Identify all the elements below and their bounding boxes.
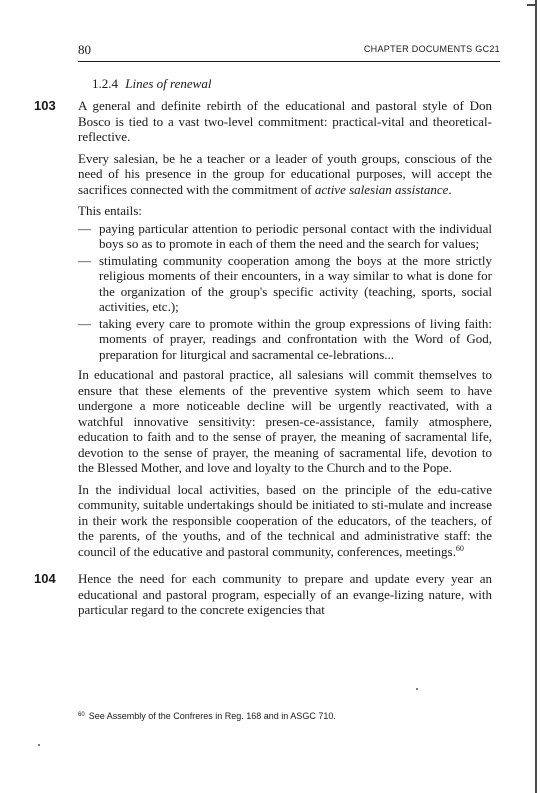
body-paragraph xyxy=(78,482,492,560)
list-item-text: paying particular attention to periodic personal contact with the individual boys so as to promote in each of them the need and the search for values; xyxy=(99,220,492,251)
scan-speck xyxy=(416,688,418,690)
list-item xyxy=(78,253,492,315)
body-paragraph: Hence the need for each community to prepare and update every year an educational and pastoral program, especially of an evange-lizing nature, with particular regard to the concrete exigencies that xyxy=(78,571,492,617)
running-head: CHAPTER DOCUMENTS GC21 xyxy=(363,44,500,54)
text-run: Every salesian, be he a teacher or a leader of youth groups, conscious of the need of his presence in the group for educational purposes, will accept the sacrifices connected with the commitment of xyxy=(78,150,492,197)
italic-term: active salesian assistance xyxy=(314,181,449,197)
footnote-marker: 60 xyxy=(78,712,85,718)
page-number: 80 xyxy=(78,42,91,57)
list-lead-in: This entails: xyxy=(78,203,142,218)
section-heading xyxy=(92,76,211,92)
paragraph-number: 104 xyxy=(34,571,56,586)
body-paragraph xyxy=(78,151,492,198)
dash-bullet: — xyxy=(78,252,91,268)
list-item xyxy=(78,221,492,252)
page-body xyxy=(34,98,492,624)
paragraph-block-104 xyxy=(34,571,492,618)
paragraph-block-103 xyxy=(34,98,492,559)
scan-speck xyxy=(38,744,40,746)
body-paragraph: In educational and pastoral practice, all salesians will commit themselves to ensure that these elements of the preventive system which seem to have undergone a more noticeable decline will be urgently reactivated, with a watchful innovative sensitivity: presen-ce-assistance, family atmosphere, education to faith and to the sense of prayer, the meaning of sacramental life, devotion to the sense of prayer, the meaning of sacramental life, devotion to the Blessed Mother, and love and loyalty to the Church and to the Pope. xyxy=(78,367,492,475)
list-item-text: stimulating community cooperation among the boys at the more strictly religious moments of their encounters, in a way similar to what is done for the organization of the group's specific activity (teaching, sports, social activities, etc.); xyxy=(99,252,492,314)
page-corner-mark xyxy=(527,4,537,6)
paragraph-number: 103 xyxy=(34,98,56,113)
page-edge-line xyxy=(535,0,537,793)
dash-list xyxy=(78,221,492,363)
footnote xyxy=(78,711,498,721)
header-rule xyxy=(78,61,500,62)
list-item-text: taking every care to promote within the group expressions of living faith: moments of prayer, readings and confrontation with the Word of God, preparation for liturgical and sacramental ce-lebrations... xyxy=(99,315,492,362)
list-item xyxy=(78,316,492,363)
footnote-text: See Assembly of the Confreres in Reg. 168 and in ASGC 710. xyxy=(88,711,336,721)
section-title: Lines of renewal xyxy=(125,76,212,91)
dash-bullet: — xyxy=(78,315,91,331)
section-number: 1.2.4 xyxy=(92,76,118,91)
dash-bullet: — xyxy=(78,220,91,236)
body-paragraph: A general and definite rebirth of the educational and pastoral style of Don Bosco is tied to a vast two-level commitment: practical-vital and theoretical-reflective. xyxy=(78,98,492,144)
text-run: . xyxy=(448,181,452,197)
page-header xyxy=(78,42,500,58)
text-run: In the individual local activities, based on the principle of the edu-cative community, suitable undertakings should be initiated to sti-mulate and increase in their work the responsible cooperation of the educators, of the teachers, of the parents, of the youths, and of the technical and administrative staff: the council of the educative and pastoral community, conferences, meetings. xyxy=(78,481,492,559)
footnote-reference[interactable]: 60 xyxy=(455,543,464,553)
